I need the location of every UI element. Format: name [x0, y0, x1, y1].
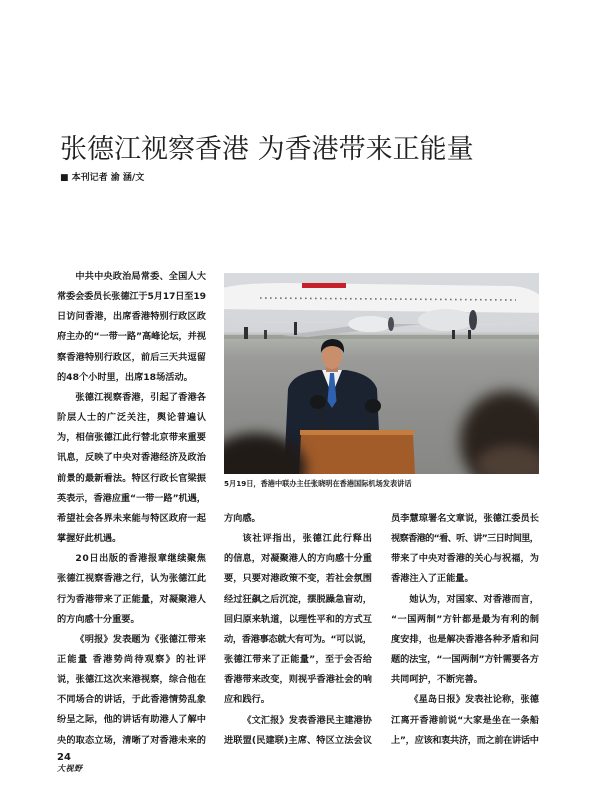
text-line-content: 的信息，对凝聚港人的方向感十分重 — [224, 553, 373, 565]
text-line — [57, 549, 206, 569]
ground-worker — [264, 330, 267, 339]
text-line-content: 要，只要对港政策不变，若社会氛围 — [224, 573, 373, 585]
text-column — [224, 509, 372, 751]
text-line-content: 说，张德江这次来港视察，综合他在 — [57, 674, 207, 686]
text-line-content: 《文汇报》发表香港民主建港协 — [242, 714, 373, 726]
airplane-engine-intake — [469, 310, 477, 330]
text-line — [57, 469, 206, 489]
text-line-content: 的方向感十分重要。 — [57, 613, 140, 625]
text-line-content: 日访问香港，出席香港特别行政区政 — [57, 311, 207, 323]
text-line-content: 共同呵护，不断完善。 — [391, 674, 483, 686]
text-line-content: 该社评指出，张德江此行释出 — [242, 533, 373, 545]
text-line — [391, 529, 539, 549]
text-line — [224, 690, 372, 710]
text-line — [57, 731, 206, 751]
text-line-content: 中共中央政治局常委、全国人大 — [75, 271, 207, 282]
text-line-content: 回归原来轨道，以理性平和的方式互 — [224, 613, 373, 625]
text-line — [57, 489, 206, 509]
text-line-content: 阶层人士的广泛关注，舆论普遍认 — [57, 412, 207, 424]
text-line — [224, 569, 372, 589]
landing-gear — [452, 330, 455, 339]
magazine-logo: 大视野 — [57, 764, 83, 773]
text-line-content: 方向感。 — [224, 513, 261, 524]
text-line — [224, 610, 372, 630]
text-line — [57, 348, 206, 368]
airplane-engine-intake — [388, 317, 394, 331]
text-line-content: 行为香港带来了正能量，对凝聚港人 — [57, 593, 207, 605]
text-line — [391, 711, 539, 731]
text-line-content: 张德江带来了正能量”，至于会否给 — [224, 654, 373, 666]
text-line — [57, 630, 206, 650]
ground-worker — [244, 327, 248, 339]
text-line-content: 纷呈之际，他的讲话有助港人了解中 — [57, 714, 207, 726]
text-line — [391, 690, 539, 710]
text-line — [224, 731, 372, 751]
text-line-content: 员李慧琼署名文章说，张德江委员长 — [391, 513, 540, 524]
text-line-content: 进联盟(民建联)主席、特区立法会议 — [224, 734, 373, 746]
text-line-content: 前景的最新看法。特区行政长官梁振 — [57, 472, 207, 484]
text-line-content: 20日出版的香港报章继续聚焦 — [75, 553, 207, 565]
text-line-content: 经过狂飙之后沉淀，摆脱躁急盲动， — [224, 593, 373, 605]
text-line — [224, 630, 372, 650]
text-line — [57, 529, 206, 549]
text-line — [391, 650, 539, 670]
text-line-content: 江离开香港前说“大家是坐在一条船 — [391, 714, 540, 726]
horizon-strip — [224, 335, 539, 339]
microphone — [365, 399, 381, 413]
text-line-content: 上”，应该和衷共济，而之前在讲话中 — [391, 734, 539, 746]
text-line — [224, 670, 372, 690]
text-line — [57, 650, 206, 670]
landing-gear — [468, 330, 471, 339]
text-line-content: 视察香港的“看、听、讲”三日时间里， — [391, 533, 539, 545]
text-line-content: 为，相信张德江此行替北京带来重要 — [57, 432, 207, 444]
text-line-content: 察香港特别行政区，前后三天共逗留 — [57, 351, 207, 363]
text-line-content: 英表示，香港应重“一带一路”机遇， — [57, 492, 206, 504]
text-line — [391, 670, 539, 690]
airplane-engine-body — [418, 309, 474, 331]
airplane-engine-body — [348, 316, 392, 332]
text-line-content: 掌握好此机遇。 — [57, 533, 122, 545]
text-line — [224, 549, 372, 569]
text-line — [57, 610, 206, 630]
text-line — [57, 448, 206, 468]
text-column — [391, 509, 539, 751]
text-line — [224, 529, 372, 549]
text-line-content: 张德江视察香港，引起了香港各 — [75, 391, 207, 403]
podium — [299, 434, 415, 474]
airplane — [224, 283, 539, 339]
text-line — [391, 549, 539, 569]
text-line-content: 香港注入了正能量。 — [391, 573, 474, 585]
text-line-content: 张德江视察香港之行，认为张德江此 — [57, 573, 207, 585]
text-line-content: “一国两制”方针都是最为有利的制 — [391, 613, 540, 625]
text-line-content: 香港带来改变，则视乎香港社会的响 — [224, 674, 373, 686]
text-line-content: 讯息，反映了中央对香港经济及政治 — [57, 452, 207, 464]
microphone — [310, 395, 326, 409]
text-line — [224, 590, 372, 610]
text-line-content: 题的法宝，“一国两制”方针需要各方 — [391, 654, 539, 666]
text-line — [57, 287, 206, 307]
text-line — [57, 509, 206, 529]
text-line — [57, 267, 206, 287]
article-title: 张德江视察香港 为香港带来正能量 — [60, 134, 474, 165]
text-line — [391, 569, 539, 589]
text-line — [224, 650, 372, 670]
text-line — [57, 590, 206, 610]
text-line-content: 正能量 香港势尚待观察》的社评 — [57, 653, 208, 665]
text-line — [57, 327, 206, 347]
text-line-content: 常委会委员长张德江于5月17日至19 — [57, 291, 206, 303]
text-line — [224, 711, 372, 731]
text-line — [57, 307, 206, 327]
text-line-content: 动，香港事态就大有可为。“可以说， — [224, 633, 372, 645]
page-number: 24 — [57, 752, 71, 763]
text-line-content: 度安排，也是解决香港各种矛盾和问 — [391, 633, 540, 645]
text-line-content: 希望社会各界未来能与特区政府一起 — [57, 512, 207, 524]
text-line — [57, 428, 206, 448]
text-line — [391, 610, 539, 630]
text-line-content: 府主办的“一带一路”高峰论坛，并视 — [57, 331, 206, 343]
text-line — [57, 569, 206, 589]
podium-top-edge — [300, 430, 414, 435]
text-line — [57, 690, 206, 710]
text-line — [57, 408, 206, 428]
text-line — [391, 590, 539, 610]
text-line — [57, 710, 206, 730]
article-byline: ■ 本刊记者 渝 涵/文 — [60, 173, 145, 183]
text-line-content: 《星岛日报》发表社论称，张德 — [409, 694, 540, 706]
text-line-content: 《明报》发表题为《张德江带来 — [75, 633, 207, 645]
text-line — [57, 670, 206, 690]
airline-logo-mark — [302, 283, 346, 288]
text-line-content: 央的取态立场，清晰了对香港未来的 — [57, 734, 207, 746]
text-line-content: 的48个小时里，出席18场活动。 — [57, 371, 193, 383]
text-line — [391, 630, 539, 650]
text-line — [391, 509, 539, 529]
text-line-content: 带来了中央对香港的关心与祝福，为 — [391, 553, 540, 565]
text-line-content: 她认为，对国家、对香港而言， — [409, 593, 540, 605]
text-line — [57, 368, 206, 388]
landing-gear — [294, 322, 297, 335]
text-line — [57, 388, 206, 408]
article-photo — [224, 273, 539, 474]
text-line-content: 不同场合的讲话，于此香港情势乱象 — [57, 694, 207, 706]
text-column — [57, 267, 206, 751]
photo-caption: 5月19日，香港中联办主任张晓明在香港国际机场发表讲话 — [224, 479, 412, 488]
text-line — [224, 509, 372, 529]
text-line — [391, 731, 539, 751]
text-line-content: 应和践行。 — [224, 694, 270, 706]
